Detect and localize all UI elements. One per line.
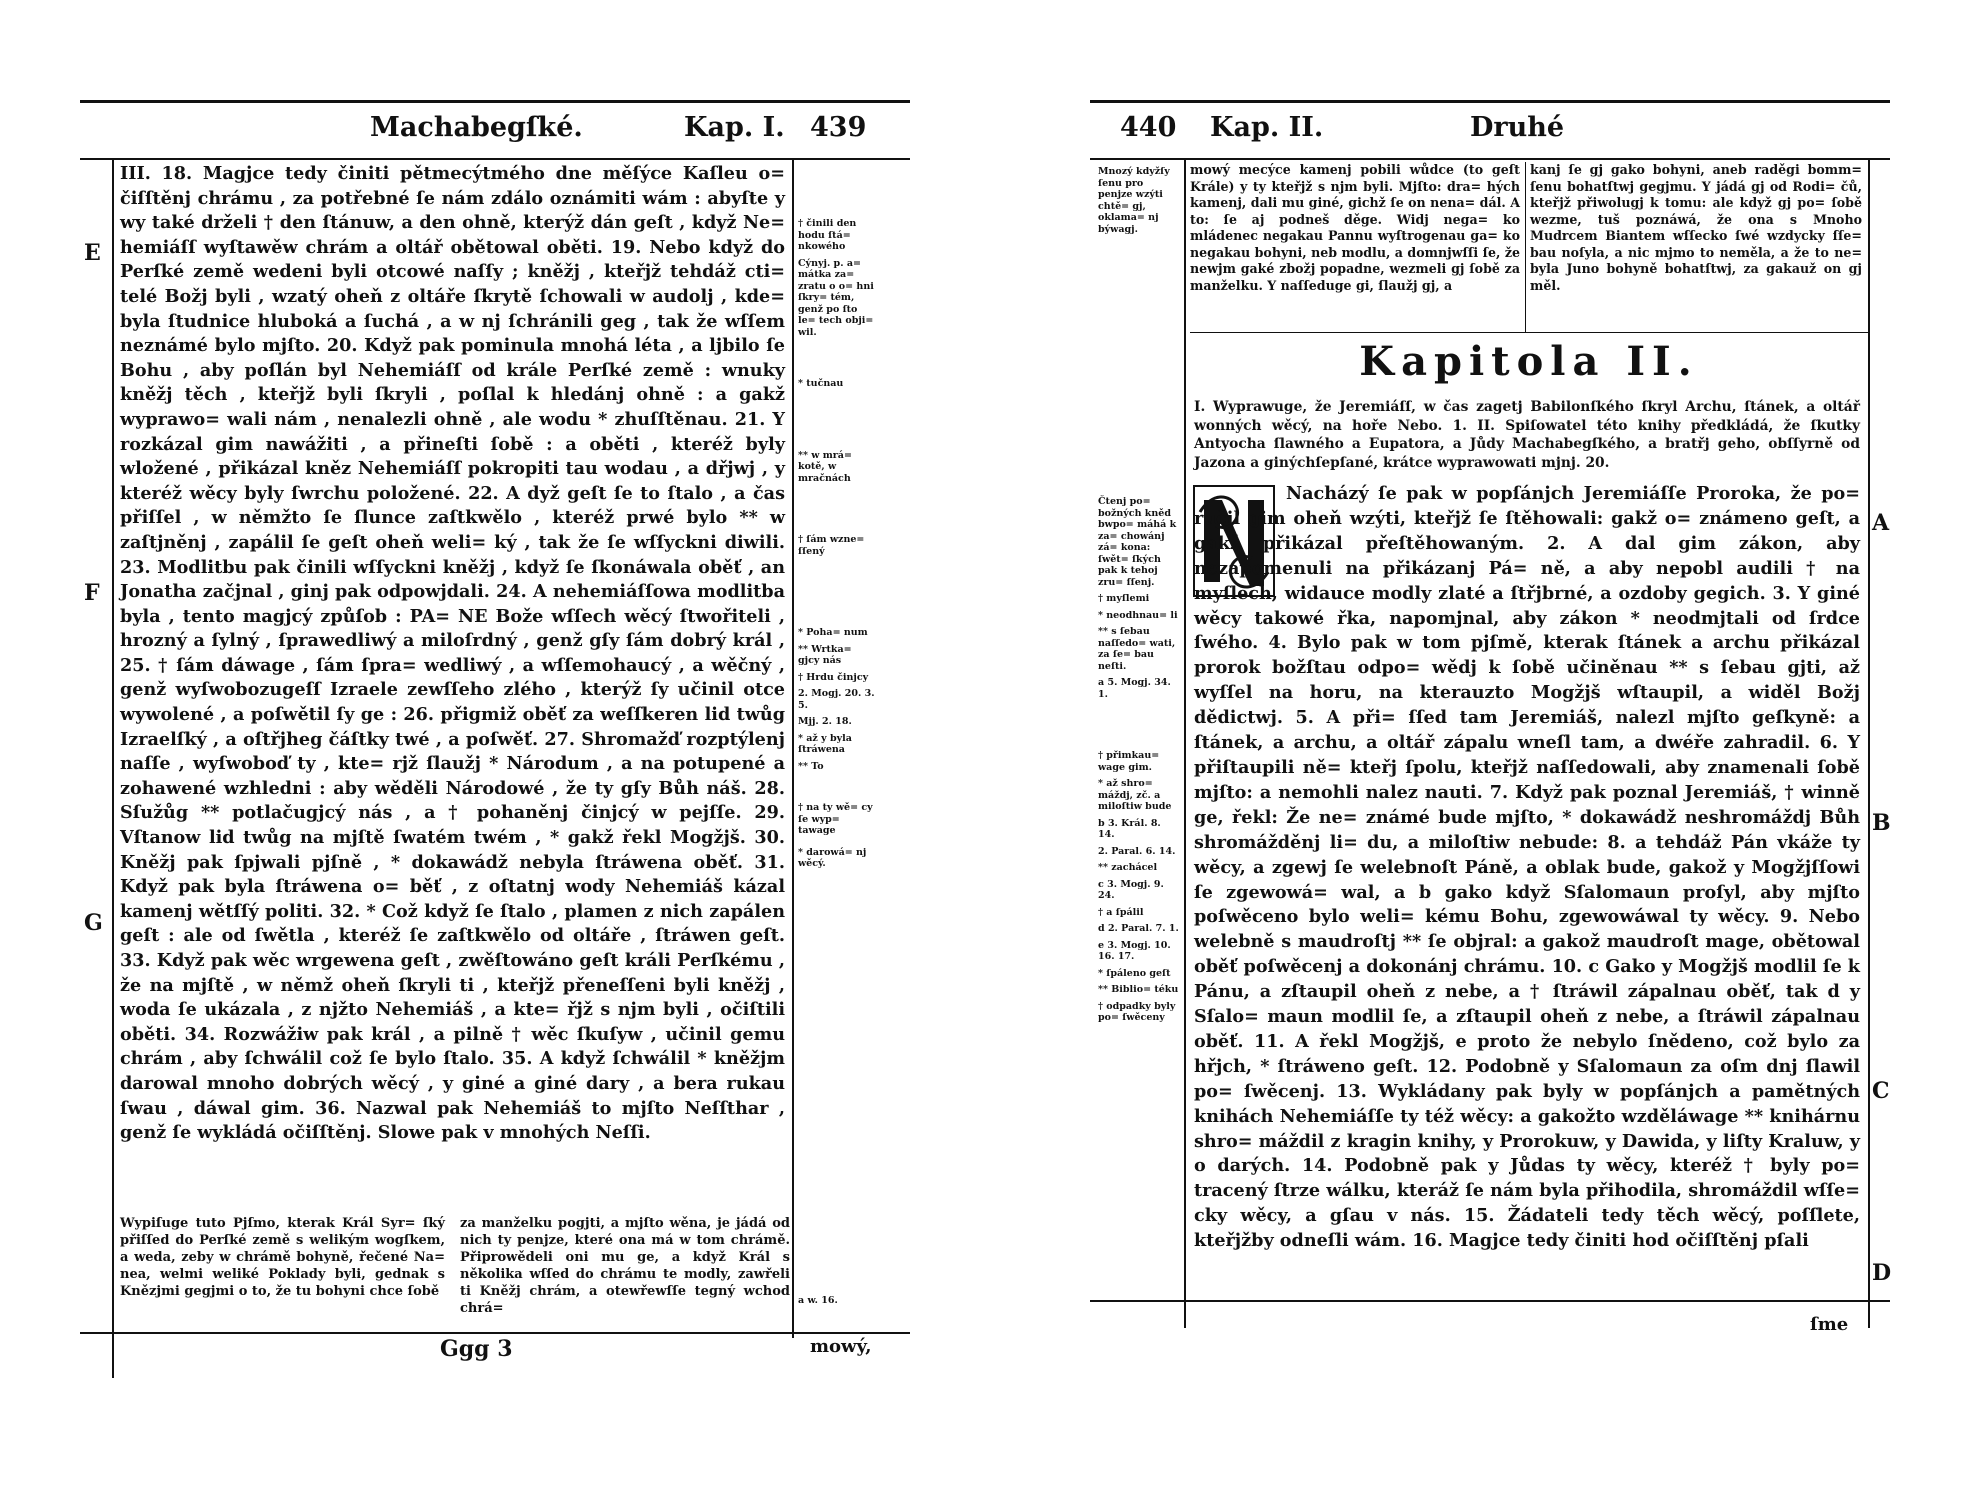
- chapter-summary: I. Wyprawuge, že Jeremiáſſ, w čas zagetj Babilonſkého ſkryl Archu, ſtánek, a oltář wonných wěcý, na hoře Nebo. 1. II. Spiſowatel této knihy předkládá, že ſkutky Antyocha ſlawného a Eupatora, a Jůdy Machabegſkého, a bratřj geho, obſſyrně od Jazona a ginýchſepſané, krátce wyprawowati mjnj. 20.: [1194, 399, 1860, 471]
- chapter-title: Kapitola II.: [1359, 338, 1699, 385]
- margin-note: * neodhnau= li: [1098, 609, 1178, 621]
- section-letter: C: [1872, 1078, 1890, 1104]
- margin-note: Mjj. 2. 18.: [798, 716, 852, 727]
- margin-note: d 2. Paral. 7. 1.: [1098, 923, 1179, 934]
- margin-note: ** s ſebau naſſedo= wati, za ſe= bau neſti.: [1098, 626, 1176, 672]
- left-page: [80, 100, 910, 1370]
- chapter-label: Kap. II.: [1210, 112, 1324, 143]
- section-letter: A: [1872, 510, 1890, 536]
- paragraph: Nacházý ſe pak w popſánjch Jeremiáſſe Proroka, že po= ručil gim oheň wzýti, kteřjž ſe ſtěhowali: gakž o= známeno geſt, a gakž přikázal přeſtěhowaným. 2. A dal gim zákon, aby nezapomenuli na přikázanj Pá= ně, a aby nepobl audili † na myſlech, widauce modly zlaté a ſtřjbrné, a ozdoby gegich. 3. Y giné wěcy takowé řka, napomjnal, aby zákon * neodmjtali od ſrdce ſwého. 4. Bylo pak w tom pjſmě, kterak ſtánek a archu přikázal prorok božſtau odpo= wědj k ſobě učiněnau ** s ſebau gjti, až wyſſel na horu, na kterauzto Mogžjš wſtaupil, a widěl Božj dědictwj. 5. A při= ſſed tam Jeremiáš, nalezl mjſto geſkyně: a ſtánek, a archu, a oltář zápalu wneſl tam, a dwéře zahradil. 6. Y přiſtaupili ně= kteřj ſpolu, kteřjž naſſedowali, aby znamenali ſobě mjſto: a nemohli nalez nauti. 7. Když pak poznal Jeremiáš, † winně ge, řekl: Že ne= známé bude mjſto, * dokawádž neshromáždj Bůh shromážděnj li= du, a miloſtiw nebude: 8. a tehdáž Pán vkáže ty wěcy, a zgewj ſe welebnoſt Páně, a oblak bude, gakož y Mogžjſſowi ſe zgewowá= wal, a b gako když Sſalomaun proſyl, aby mjſto poſwěceno bylo weli= kému Bohu, zgewowáwal ty wěcy. 9. Nebo welebně s maudroſtj ** ſe objral: a gakož maudroſt mage, obětowal oběť poſwěcenj a dokonánj chrámu. 10. c Gako y Mogžjš modlil ſe k Pánu, a zſtaupil oheň z nebe, a † ſtráwil zápalnau oběť, tak d y Sſalo= maun modlil ſe, a zſtaupil oheň z nebe, a ſtráwil zápalnau oběť. 11. A řekl Mogžjš, e proto že nebylo ſnědeno, což bylo za hřjch, * ſtráweno geſt. 12. Podobně y Sſalomaun za oſm dnj ſlawil po= ſwěcenj. 13. Wykládany pak byly w popſánjch a pamětných knihách Nehemiáſſe ty též wěcy: a gakožto wzděláwage ** knihárnu shro= máždil z kragin knihy, y Prorokuw, y Dawida, y liſty Kraluw, y o darých. 14. Podobně pak y Jůdas ty wěcy, kteréž † byly po= tracený ſtrze wálku, kteráž ſe nám byla přihodila, shromáždil wſſe= cky wěcy, a gſau v nás. 15. Žádateli tedy těch wěcý, poſſlete, kteřjžby odneſli wám. 16. Magjce tedy činiti hod očiſſtěnj pſali: [1194, 483, 1860, 1252]
- page-header: [80, 112, 910, 152]
- top-margin-note: Mnozý kdyžſy ſenu pro penjze wzýti chtě= gj, oklama= nj býwagj.: [1098, 166, 1170, 235]
- margin-note: † ſám wzne= ſſený: [798, 534, 865, 557]
- header-rule: [1090, 158, 1890, 160]
- paragraph: III. 18. Magjce tedy činiti pětmecýtmého dne měſýce Kaſleu o= čiſſtěnj chrámu , za potřebné ſe nám zdálo oznámiti wám : abyſte y wy také drželi † den ſtánuw, a den ohně, kterýž dán geſt , když Ne= hemiáſſ wyſtawěw chrám a oltář obětowal oběti. 19. Nebo když do Perſké země wedeni byli otcowé naſſy ; kněžj , kteřjž tehdáž cti= telé Božj byli , wzatý oheň z oltáře ſkrytě ſchowali w audolj , kde= byla ſtudnice hluboká a ſuchá , a w nj ſchránili geg , tak že wſſem neznámé bylo mjſto. 20. Když pak pominula mnohá léta , a ljbilo ſe Bohu , aby poſlán byl Nehemiáſſ od krále Perſké země : wnuky kněžj těch , kteřjž byli ſkryli , poſlal k hledánj ohně : a gakž wyprawo= wali nám , nenalezli ohně , ale wodu * zhuſſtěnau. 21. Y rozkázal gim nawážiti , a přineſti ſobě : a oběti , kteréž byly wložené , přikázal kněz Nehemiáſſ pokropiti tau wodau , a dřjwj , y kteréž wěcy byly ſwrchu položené. 22. A dyž geſt ſe to ſtalo , a čas přiſſel , w němžto ſe ſlunce zaſtkwělo , kteréž prwé bylo ** w zaſtjněnj , zapálil ſe geſt oheň weli= ký , tak že ſe wſſyckni diwili. 23. Modlitbu pak činili wſſyckni kněžj , když ſe ſkonáwala oběť , an Jonatha začjnal , ginj pak odpowjdali. 24. A nehemiáſſowa modlitba byla , tento magjcý způſob : PA= NE Bože wſſech wěcý ſtwořiteli , hrozný a ſylný , ſprawedliwý a miloſrdný , genž gſy ſám dobrý král , 25. † ſám dáwage , ſám ſpra= wedliwý , a wſſemohaucý , a wěčný , genž wyſwobozugeſſ Izraele zewſſeho zlého , kterýž ſy učinil otce wywolené , a poſwětil ſy ge : 26. přigmiž oběť za weſſkeren lid twůg Izraelſký , a oſtřjheg čáſtky twé , a poſwěť. 27. Shromažď rozptýlenj naſſe , wyſwoboď ty , kte= rjž ſlaužj * Národum , a na potupené a zohawené wzhledni : aby wěděli Národowé , že ty gſy Bůh náš. 28. Sſužůg ** potlačugjcý nás , a † pohaněnj činjcý w pejſſe. 29. Vſtanow lid twůg na mjſtě ſwatém twém , * gakž řekl Mogžjš. 30. Kněžj pak ſpjwali pjſně , * dokawádž nebyla ſtráwena oběť. 31. Když pak byla ſtráwena o= běť , z oſtatnj wody Nehemiáš kázal kamenj wětſſý politi. 32. * Což když ſe ſtalo , plamen z nich zapálen geſt : ale od ſwětla , kteréž ſe zaſtkwělo od oltáře , ſtráwen geſt. 33. Když pak wěc wrgewena geſt , zwěſtowáno geſt králi Perſkému , že na mjſtě , w němž oheň ſkryli ti , kteřjž přeneſſeni byli kněžj , woda ſe ukázala , z njžto Nehemiáš , a kte= řjž s njm byli , očiſtili oběti. 34. Rozwážiw pak král , a pilně † wěc ſkuſyw , učinil gemu chrám , aby ſchwálil což ſe bylo ſtalo. 35. A když ſchwálil * kněžjm darowal mnoho dobrých wěcý , y giné a giné dary , a bera rukau ſwau , dáwal gim. 36. Nazwal pak Nehemiáš to mjſto Neſſthar , genž ſe wykládá očiſſtěnj. Slowe pak v mnohých Neſſi.: [120, 163, 785, 1144]
- margin-note: * tučnau: [798, 378, 844, 389]
- margin-note: a 5. Mogj. 34. 1.: [1098, 677, 1171, 700]
- section-letter: E: [84, 240, 101, 266]
- margin-note: † na ty wě= cy ſe wyp= tawage: [798, 802, 873, 836]
- margin-note: † myſlemi: [1098, 593, 1150, 604]
- footer-rule: [80, 1332, 910, 1334]
- margin-note: Čtenj po= božných kněd bwpo= máhá k za= chowánj zá= kona: ſwět= ſkých pak k tehoj zru= ſſenj.: [1098, 496, 1177, 588]
- margin-note: † přimkau= wage gim.: [1098, 750, 1160, 773]
- margin-notes: [1098, 496, 1180, 1029]
- top-rule: [1090, 100, 1890, 103]
- margin-note: * až shro= máždj, zč. a miloſtiw bude: [1098, 778, 1172, 812]
- footnote: [120, 1215, 790, 1335]
- footnote-column: Wypiſuge tuto Pjſmo, kterak Král Syr= ſký přiſſed do Perſké země s welikým wogſkem, a weda, zeby w chrámě bohyně, řečené Na= nea, welmi weliké Poklady byli, gednak s Knězjmi gegjmi o to, že tu bohyni chce ſobě: [120, 1216, 445, 1299]
- margin-note: 2. Mogj. 20. 3. 5.: [798, 688, 875, 711]
- right-column-rule: [1868, 158, 1870, 1328]
- margin-note: * ſpáleno geſt: [1098, 967, 1171, 979]
- section-letter: F: [84, 580, 100, 606]
- margin-column-rule: [1184, 158, 1186, 1328]
- main-text: [120, 162, 785, 1146]
- margin-notes: [798, 218, 876, 875]
- footer-rule: [1090, 1300, 1890, 1302]
- chapter-label: Kap. I.: [684, 112, 785, 143]
- page-header: [1090, 112, 1890, 152]
- section-letter: B: [1872, 810, 1891, 836]
- top-rule: [80, 100, 910, 103]
- running-head: Druhé: [1470, 112, 1565, 143]
- catchword: ſme: [1810, 1314, 1849, 1335]
- margin-note: † činili den hodu ſtá= nkowého: [798, 218, 857, 252]
- margin-note: 2. Paral. 6. 14.: [1098, 845, 1176, 857]
- margin-note: b 3. Král. 8. 14.: [1098, 817, 1161, 840]
- margin-note: * až y byla ſtráwena: [798, 732, 852, 755]
- left-column-rule: [112, 158, 114, 1378]
- page-number: 439: [810, 112, 867, 143]
- margin-note: † Hrdu činjcy: [798, 671, 869, 683]
- margin-note: c 3. Mogj. 9. 24.: [1098, 878, 1164, 901]
- margin-note: Cýnyj. p. a= mátka za= zratu o o= hni ſkry= tém, genž po ſto le= tech obji= wil.: [798, 257, 874, 338]
- footnote-continuation: mowý mecýce kamenj pobili wůdce (to geſt Krále) y ty kteřjž s njm byli. Mjſto: dra= hých kamenj, dali mu giné, gichž ſe on nena= dál. A to: ſe aj podneš děge. Widj nega= ko mládenec negakau Pannu wyſtrogenau ga= ko negakau bohyni, neb modlu, a domnjwſſi ſe, že newjm gaké zbožj popadne, wezmeli gj ſobě za manželku. Y naſſeduge gi, ſlaužj gj, a: [1190, 162, 1520, 293]
- margin-note: ** To: [798, 760, 824, 772]
- running-head: Machabegſké.: [370, 112, 583, 143]
- margin-note: ** Biblio= téku: [1098, 984, 1179, 995]
- margin-note: ** Wrtka= gjcy nás: [798, 643, 852, 666]
- margin-note: † odpadky byly po= ſwěceny: [1098, 1000, 1176, 1023]
- margin-note: † a ſpálil: [1098, 906, 1144, 918]
- header-rule: [80, 158, 910, 160]
- section-letter: G: [84, 910, 103, 936]
- margin-note: ** zachácel: [1098, 862, 1158, 873]
- margin-note: e 3. Mogj. 10. 16. 17.: [1098, 939, 1171, 962]
- signature-mark: Ggg 3: [440, 1336, 513, 1362]
- page-number: 440: [1120, 112, 1177, 143]
- margin-note: * darowá= nj wěcý.: [798, 846, 867, 869]
- footnote-continuation: kanj ſe gj gako bohyni, aneb raděgi bomm= ſenu bohatſtwj gegjmu. Y jádá gj od Rodi= čů, kteřjž přiwolugj k tomu: ale když gj po= ſobě wezme, tuš poznáwá, že ona s Mnoho Mudrcem Biantem wſſecko ſwé wzdycky ſſe= bau noſyla, a nic mjmo to neměla, a že to ne= byla Juno bohyně bohatſtwj, za gakauž on gj měl.: [1530, 162, 1862, 293]
- margin-note: ** w mrá= kotě, w mračnách: [798, 449, 852, 484]
- right-page: [1090, 100, 1890, 1370]
- footnote-divider: [1525, 162, 1526, 332]
- section-letter: D: [1872, 1260, 1892, 1286]
- catchword: mowý,: [810, 1336, 872, 1357]
- margin-note: * Poha= num: [798, 627, 868, 638]
- main-text: [1194, 482, 1860, 1254]
- footnote-column: za manželku pogjti, a mjſto wěna, je jádá od nich ty penjze, které ona má w tom chrámě. Připrowědeli oni mu ge, a když Král s několika wſſed do chrámu te modly, zawřeli ti Kněžj chrám, a otewřewſſe tegný wchod chrá=: [460, 1216, 790, 1316]
- section-rule: [1190, 332, 1868, 333]
- margin-column-rule: [792, 158, 794, 1338]
- footnote-margin-note: a w. 16.: [798, 1295, 838, 1306]
